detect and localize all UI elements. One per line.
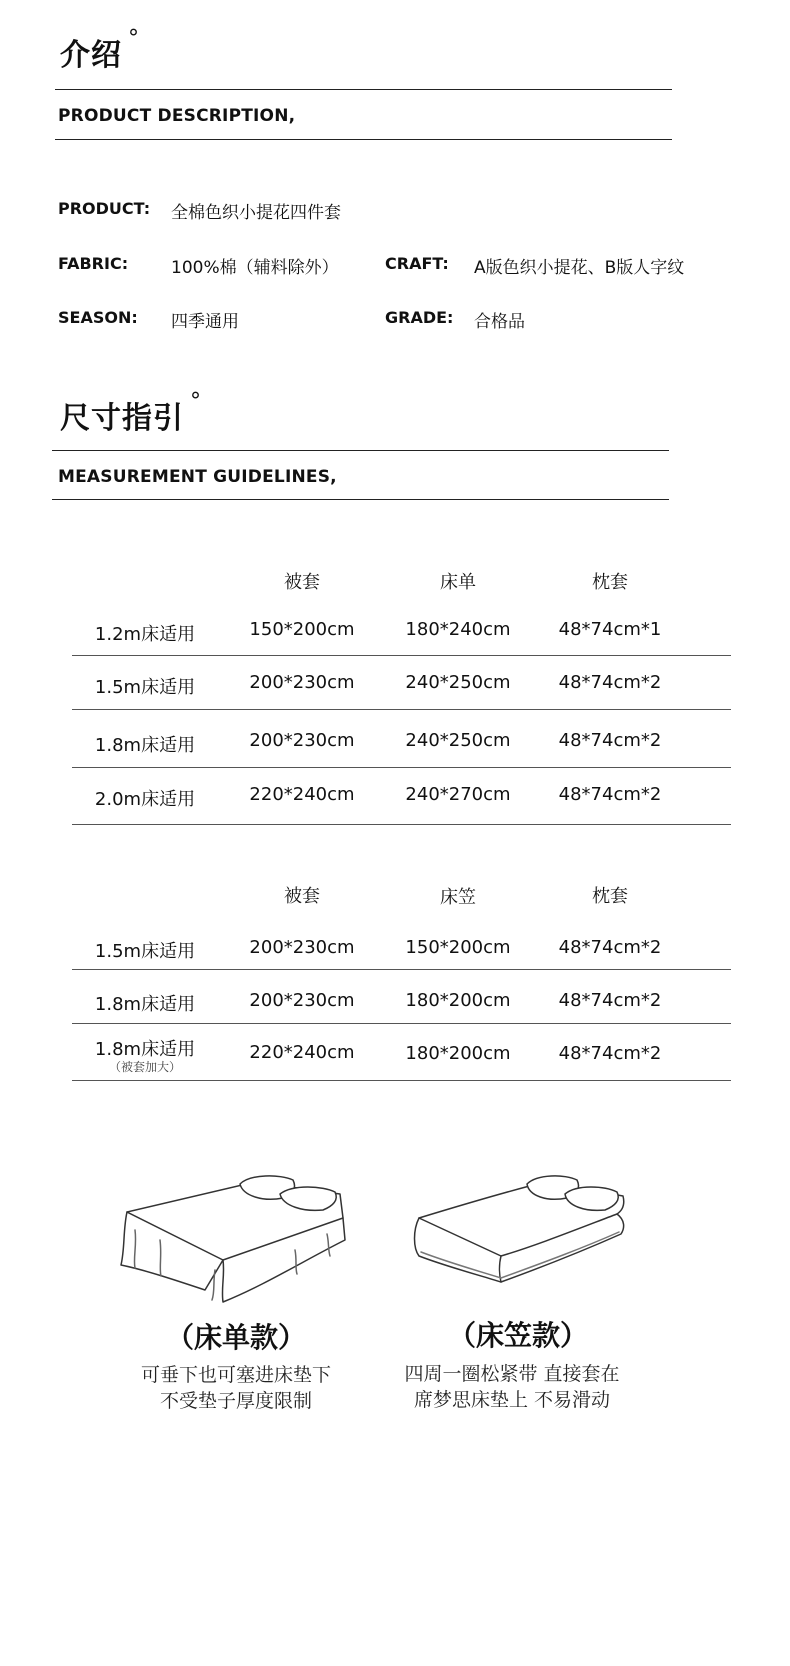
bed-size: 1.8m床适用 — [94, 735, 196, 756]
table-header: 被套 — [284, 572, 320, 593]
table-header: 床笠 — [440, 887, 476, 908]
table-header: 枕套 — [592, 572, 628, 593]
sheet-size: 180*240cm — [405, 619, 511, 640]
grade-label: GRADE: — [385, 308, 454, 327]
row-divider — [72, 1080, 731, 1081]
divider — [55, 139, 672, 140]
row-divider — [72, 709, 731, 710]
duvet-size: 220*240cm — [249, 784, 355, 805]
divider — [55, 89, 672, 90]
row-divider — [72, 1023, 731, 1024]
duvet-size: 150*200cm — [249, 619, 355, 640]
size-title-text: 尺寸指引 — [60, 401, 184, 436]
bed-size: 1.2m床适用 — [94, 624, 196, 645]
pillowcase-size: 48*74cm*2 — [558, 990, 662, 1011]
craft-label: CRAFT: — [385, 254, 449, 273]
grade-value: 合格品 — [474, 312, 525, 332]
bed-size: 2.0m床适用 — [94, 789, 196, 810]
fabric-label: FABRIC: — [58, 254, 129, 273]
sheet-size: 240*270cm — [405, 784, 511, 805]
size-title — [60, 389, 202, 437]
degree-mark: ° — [128, 26, 140, 51]
fitted-sheet-desc-line-1: 四周一圈松紧带 直接套在 — [404, 1363, 620, 1385]
season-value: 四季通用 — [171, 312, 239, 332]
flat-sheet-bed-illustration — [115, 1170, 355, 1310]
season-label: SEASON: — [58, 308, 138, 327]
bed-size: 1.5m床适用 — [94, 941, 196, 962]
fabric-value: 100%棉（辅料除外） — [171, 258, 339, 278]
duvet-size: 220*240cm — [249, 1042, 355, 1063]
bed-size: 1.8m床适用 — [94, 1039, 196, 1060]
bed-size-note: （被套加大） — [108, 1060, 181, 1074]
table-header: 枕套 — [592, 886, 628, 907]
table-header: 床单 — [440, 572, 476, 593]
pillowcase-size: 48*74cm*2 — [558, 784, 662, 805]
intro-title — [60, 26, 140, 74]
flat-sheet-desc-line-1: 可垂下也可塞进床垫下 — [140, 1364, 331, 1386]
flat-sheet-desc-line-2: 不受垫子厚度限制 — [159, 1390, 312, 1412]
duvet-size: 200*230cm — [249, 990, 355, 1011]
row-divider — [72, 969, 731, 970]
fitted-sheet-bed-illustration — [405, 1170, 635, 1290]
pillowcase-size: 48*74cm*1 — [558, 619, 662, 640]
divider — [52, 450, 669, 451]
craft-value: A版色织小提花、B版人字纹 — [474, 258, 685, 278]
duvet-size: 200*230cm — [249, 730, 355, 751]
fitted-sheet-size: 180*200cm — [405, 1043, 511, 1064]
row-divider — [72, 655, 731, 656]
pillowcase-size: 48*74cm*2 — [558, 937, 662, 958]
intro-title-text: 介绍 — [60, 38, 122, 73]
pillowcase-size: 48*74cm*2 — [558, 730, 662, 751]
degree-mark: ° — [190, 389, 202, 414]
sheet-size: 240*250cm — [405, 730, 511, 751]
product-value: 全棉色织小提花四件套 — [171, 203, 341, 223]
duvet-size: 200*230cm — [249, 937, 355, 958]
duvet-size: 200*230cm — [249, 672, 355, 693]
pillowcase-size: 48*74cm*2 — [558, 1043, 662, 1064]
bed-size: 1.5m床适用 — [94, 677, 196, 698]
size-subtitle: MEASUREMENT GUIDELINES, — [58, 467, 337, 487]
fitted-sheet-style-title: （床笠款） — [447, 1319, 588, 1352]
intro-subtitle: PRODUCT DESCRIPTION, — [58, 106, 296, 126]
row-divider — [72, 767, 731, 768]
sheet-size: 240*250cm — [405, 672, 511, 693]
fitted-sheet-desc-line-2: 席梦思床垫上 不易滑动 — [413, 1389, 611, 1411]
flat-sheet-style-title: （床单款） — [165, 1321, 306, 1354]
fitted-sheet-size: 180*200cm — [405, 990, 511, 1011]
table-header: 被套 — [284, 886, 320, 907]
bed-size: 1.8m床适用 — [94, 994, 196, 1015]
fitted-sheet-size: 150*200cm — [405, 937, 511, 958]
pillowcase-size: 48*74cm*2 — [558, 672, 662, 693]
divider — [52, 499, 669, 500]
row-divider — [72, 824, 731, 825]
product-label: PRODUCT: — [58, 199, 151, 218]
